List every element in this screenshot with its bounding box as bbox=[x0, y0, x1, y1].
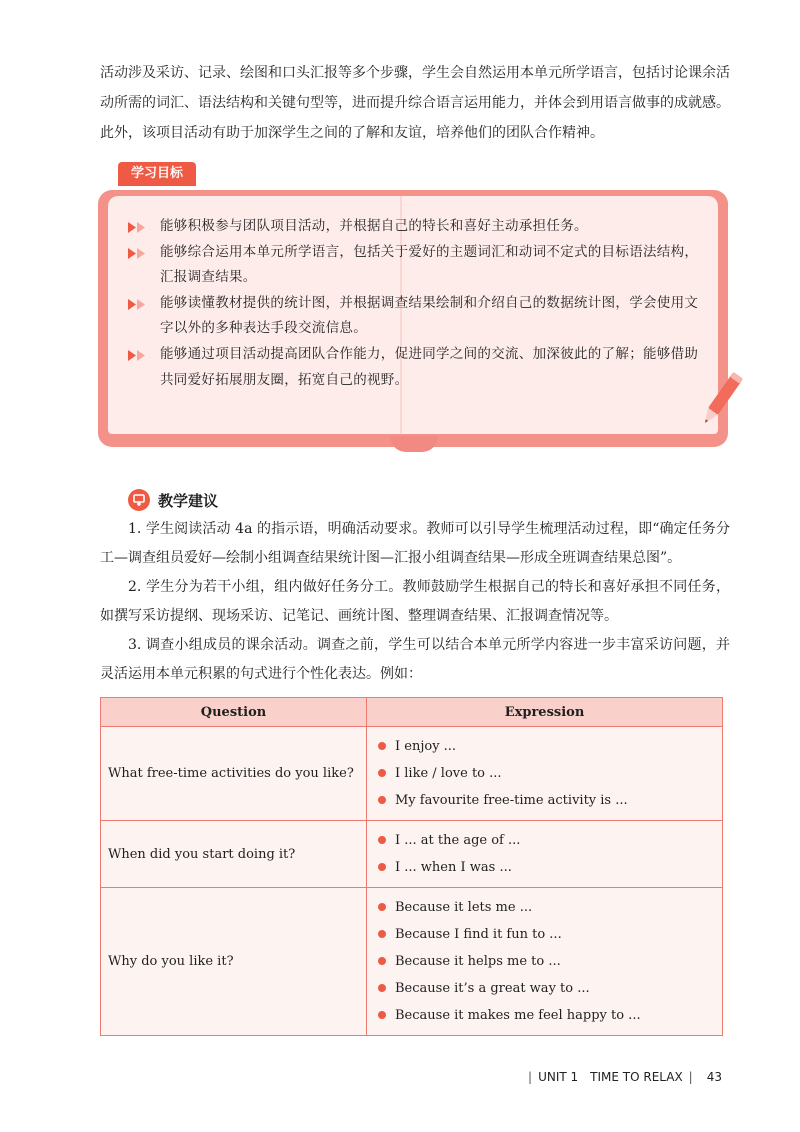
objectives-list bbox=[128, 214, 700, 393]
expression-item: Because it makes me feel happy to ... bbox=[375, 1002, 722, 1029]
objective-item bbox=[128, 342, 700, 393]
objective-text: 能够通过项目活动提高团队合作能力，促进同学之间的交流、加深彼此的了解；能够借助共同爱好拓展朋友圈，拓宽自己的视野。 bbox=[160, 345, 699, 388]
pencil-icon bbox=[698, 368, 744, 432]
expression-item: Because I find it fun to ... bbox=[375, 921, 722, 948]
suggestion-paragraph: 3. 调查小组成员的课余活动。调查之前，学生可以结合本单元所学内容进一步丰富采访问题，并灵活运用本单元积累的句式进行个性化表达。例如： bbox=[100, 637, 730, 682]
footer-divider: | bbox=[528, 1070, 533, 1084]
footer-unit: UNIT 1 bbox=[538, 1070, 579, 1084]
arrow-bullet-icon bbox=[128, 248, 148, 259]
arrow-bullet-icon bbox=[128, 350, 148, 361]
suggestions-title: 教学建议 bbox=[158, 491, 219, 510]
table-row bbox=[101, 727, 723, 821]
expression-item: Because it’s a great way to ... bbox=[375, 975, 722, 1002]
suggestion-paragraph: 2. 学生分为若干小组，组内做好任务分工。教师鼓励学生根据自己的特长和喜好承担不同任务，如撰写采访提纲、现场采访、记笔记、画统计图、整理调查结果、汇报调查情况等。 bbox=[100, 579, 730, 624]
intro-paragraph bbox=[100, 58, 730, 148]
table-header-row bbox=[101, 698, 723, 727]
footer-divider: | bbox=[688, 1070, 693, 1084]
objective-item bbox=[128, 214, 700, 240]
objective-text: 能够综合运用本单元所学语言，包括关于爱好的主题词汇和动词不定式的目标语法结构，汇报调查结果。 bbox=[160, 243, 699, 286]
objective-item bbox=[128, 291, 700, 342]
suggestions-body bbox=[100, 515, 730, 689]
expression-cell bbox=[367, 821, 723, 888]
page-number: 43 bbox=[706, 1070, 722, 1084]
expression-item: I ... when I was ... bbox=[375, 854, 722, 881]
objectives-title: 学习目标 bbox=[118, 162, 196, 186]
arrow-bullet-icon bbox=[128, 222, 148, 233]
expression-item: My favourite free-time activity is ... bbox=[375, 787, 722, 814]
page-footer bbox=[522, 1070, 722, 1084]
question-cell: Why do you like it? bbox=[101, 888, 367, 1036]
expression-cell bbox=[367, 727, 723, 821]
arrow-bullet-icon bbox=[128, 299, 148, 310]
table-row bbox=[101, 821, 723, 888]
expression-table bbox=[100, 697, 723, 1036]
suggestions-heading bbox=[128, 489, 218, 511]
question-cell: What free-time activities do you like? bbox=[101, 727, 367, 821]
suggestion-paragraph: 1. 学生阅读活动 4a 的指示语，明确活动要求。教师可以引导学生梳理活动过程，即“确定任务分工—调查组员爱好—绘制小组调查结果统计图—汇报小组调查结果—形成全班调查结果总图”。 bbox=[100, 521, 730, 566]
expression-cell bbox=[367, 888, 723, 1036]
expression-item: I ... at the age of ... bbox=[375, 827, 722, 854]
objective-text: 能够积极参与团队项目活动，并根据自己的特长和喜好主动承担任务。 bbox=[160, 218, 588, 234]
footer-title: TIME TO RELAX bbox=[590, 1070, 683, 1084]
question-cell: When did you start doing it? bbox=[101, 821, 367, 888]
expression-item: I like / love to ... bbox=[375, 760, 722, 787]
column-header-question: Question bbox=[101, 698, 367, 727]
objective-text: 能够读懂教材提供的统计图，并根据调查结果绘制和介绍自己的数据统计图，学会使用文字以外的多种表达手段交流信息。 bbox=[160, 294, 699, 337]
table-row bbox=[101, 888, 723, 1036]
book-base-notch bbox=[390, 436, 438, 452]
expression-item: I enjoy ... bbox=[375, 733, 722, 760]
objective-item bbox=[128, 240, 700, 291]
expression-item: Because it lets me ... bbox=[375, 894, 722, 921]
intro-text: 活动涉及采访、记录、绘图和口头汇报等多个步骤，学生会自然运用本单元所学语言，包括讨论课余活动所需的词汇、语法结构和关键句型等，进而提升综合语言运用能力，并体会到用语言做事的成就感。此外，该项目活动有助于加深学生之间的了解和友谊，培养他们的团队合作精神。 bbox=[100, 65, 730, 141]
teaching-icon bbox=[128, 489, 150, 511]
expression-item: Because it helps me to ... bbox=[375, 948, 722, 975]
column-header-expression: Expression bbox=[367, 698, 723, 727]
